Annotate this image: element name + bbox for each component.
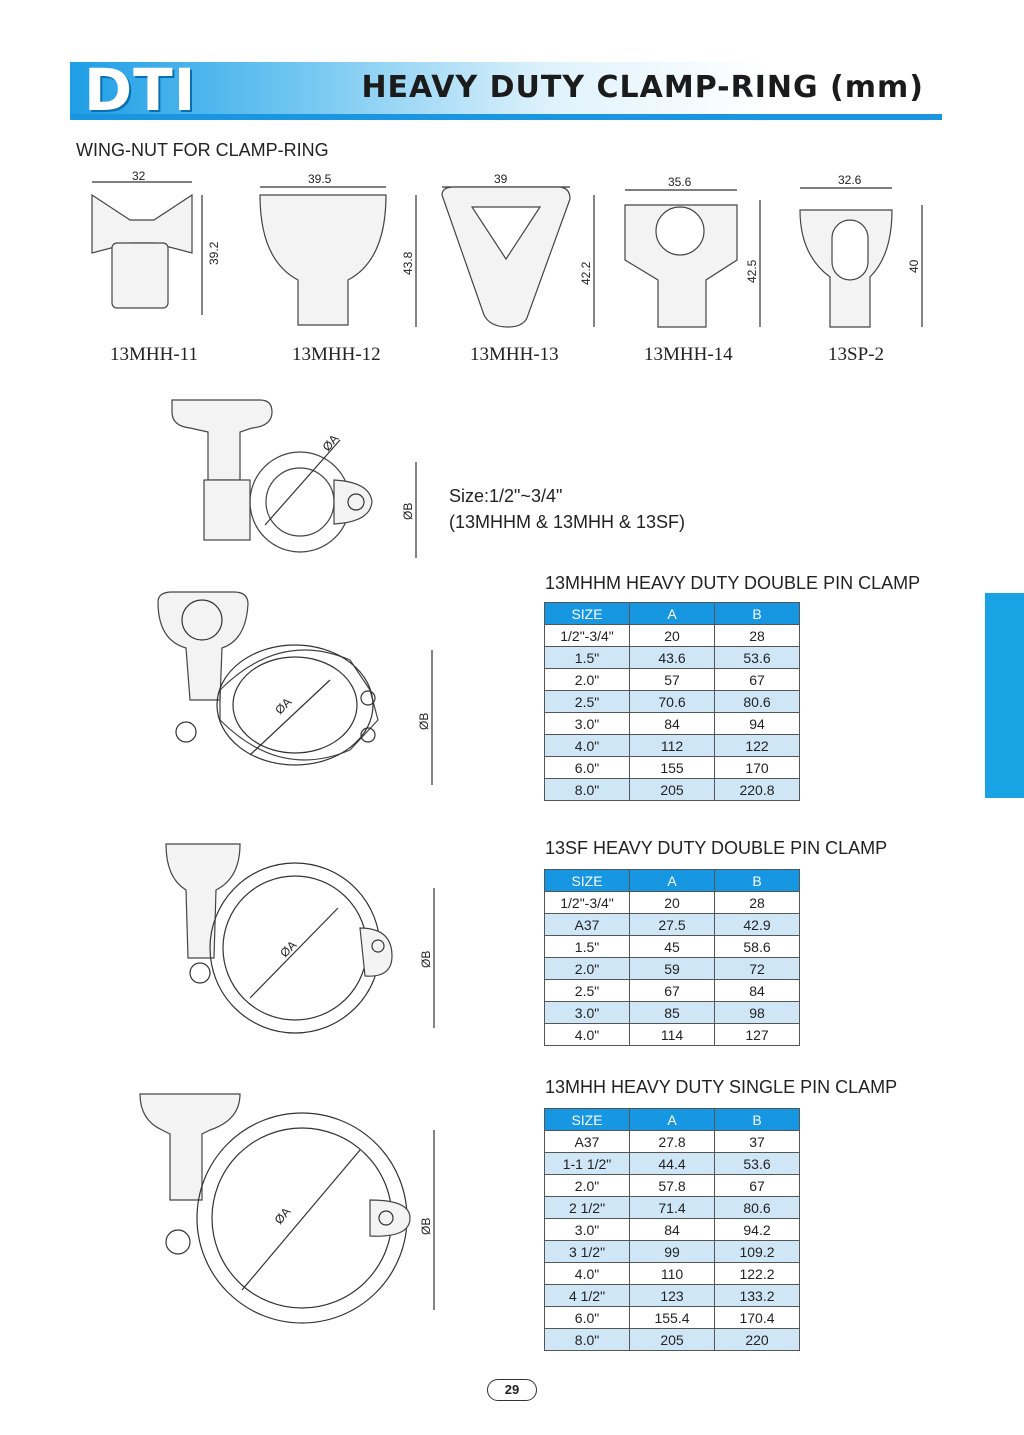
table-cell: 1-1 1/2"	[545, 1153, 630, 1175]
table-cell: 57.8	[630, 1175, 715, 1197]
column-header: SIZE	[545, 603, 630, 625]
table-cell: 205	[630, 1329, 715, 1351]
table-cell: 155	[630, 757, 715, 779]
double-pin-dia-a: ØA	[272, 694, 295, 718]
table-13mhhm	[544, 602, 800, 801]
table-row	[545, 1241, 800, 1263]
table-cell: 3 1/2"	[545, 1241, 630, 1263]
table-cell: 1.5"	[545, 936, 630, 958]
table-cell: 4.0"	[545, 1263, 630, 1285]
table-cell: 42.9	[715, 914, 800, 936]
page-number: 29	[487, 1379, 537, 1401]
wingnut-4-width: 35.6	[668, 175, 692, 189]
wingnut-drawings	[70, 165, 950, 345]
wingnut-13mhh-12-drawing	[260, 172, 416, 327]
table-cell: 3.0"	[545, 1219, 630, 1241]
column-header: B	[715, 1109, 800, 1131]
side-tab-marker	[985, 593, 1024, 798]
table-cell: 71.4	[630, 1197, 715, 1219]
table-cell: 80.6	[715, 1197, 800, 1219]
table-cell: 2.0"	[545, 958, 630, 980]
table-cell: 58.6	[715, 936, 800, 958]
single-pin-dia-b: ØB	[419, 1217, 433, 1235]
table-cell: 67	[715, 669, 800, 691]
table-cell: 1/2"-3/4"	[545, 892, 630, 914]
double-pin-clamp-drawing	[150, 590, 440, 810]
table-row	[545, 1263, 800, 1285]
table-cell: 99	[630, 1241, 715, 1263]
wingnut-2-width: 39.5	[308, 172, 332, 186]
table-cell: A37	[545, 914, 630, 936]
table-cell: 28	[715, 892, 800, 914]
table-cell: 170	[715, 757, 800, 779]
wingnut-4-height: 42.5	[745, 259, 759, 283]
table-cell: 53.6	[715, 647, 800, 669]
table-cell: 84	[715, 980, 800, 1002]
table-cell: 127	[715, 1024, 800, 1046]
table-cell: 28	[715, 625, 800, 647]
table-cell: 45	[630, 936, 715, 958]
table-cell: 72	[715, 958, 800, 980]
wingnut-13sp-2-drawing	[800, 173, 922, 327]
table-cell: 110	[630, 1263, 715, 1285]
table-row	[545, 1002, 800, 1024]
wingnut-code-2: 13MHH-12	[292, 344, 381, 365]
table-cell: 8.0"	[545, 779, 630, 801]
wingnut-1-height: 39.2	[207, 241, 221, 265]
size-note-line1: Size:1/2"~3/4"	[449, 486, 563, 506]
wingnut-5-height: 40	[907, 259, 921, 273]
table-cell: 2.5"	[545, 691, 630, 713]
brand-logo: DTI	[84, 56, 197, 124]
single-pin-dia-a: ØA	[271, 1204, 294, 1227]
table-cell: 37	[715, 1131, 800, 1153]
table-cell: 6.0"	[545, 757, 630, 779]
column-header: SIZE	[545, 870, 630, 892]
table-13sf	[544, 869, 800, 1046]
table-cell: 2 1/2"	[545, 1197, 630, 1219]
table-row	[545, 1153, 800, 1175]
table-cell: 220	[715, 1329, 800, 1351]
table-row	[545, 1219, 800, 1241]
table-cell: 84	[630, 713, 715, 735]
table-cell: 44.4	[630, 1153, 715, 1175]
table-cell: 85	[630, 1002, 715, 1024]
wingnut-1-width: 32	[132, 169, 146, 183]
table-cell: 53.6	[715, 1153, 800, 1175]
table-cell: 6.0"	[545, 1307, 630, 1329]
size-note-line2: (13MHHM & 13MHH & 13SF)	[449, 512, 686, 532]
wingnut-code-1: 13MHH-11	[110, 344, 198, 365]
small-clamp-dia-a: ØA	[319, 431, 342, 454]
table-cell: 1.5"	[545, 647, 630, 669]
table-row	[545, 1197, 800, 1219]
table-row	[545, 735, 800, 757]
table-13mhh-title: 13MHH HEAVY DUTY SINGLE PIN CLAMP	[545, 1077, 898, 1097]
wingnut-section-title: WING-NUT FOR CLAMP-RING	[76, 140, 329, 160]
table-cell: 94.2	[715, 1219, 800, 1241]
table-cell: 3.0"	[545, 713, 630, 735]
table-row	[545, 1175, 800, 1197]
size-note	[449, 483, 685, 535]
table-cell: 2.0"	[545, 669, 630, 691]
table-cell: 122	[715, 735, 800, 757]
single-pin-clamp-drawing	[130, 1090, 450, 1330]
column-header: B	[715, 870, 800, 892]
table-cell: 2.0"	[545, 1175, 630, 1197]
table-cell: 170.4	[715, 1307, 800, 1329]
table-cell: 122.2	[715, 1263, 800, 1285]
wingnut-2-height: 43.8	[401, 251, 415, 275]
table-cell: 123	[630, 1285, 715, 1307]
table-row	[545, 958, 800, 980]
table-row	[545, 625, 800, 647]
table-row	[545, 914, 800, 936]
table-cell: 70.6	[630, 691, 715, 713]
table-cell: 43.6	[630, 647, 715, 669]
table-cell: 67	[715, 1175, 800, 1197]
table-row	[545, 669, 800, 691]
table-cell: 4.0"	[545, 735, 630, 757]
table-cell: 4 1/2"	[545, 1285, 630, 1307]
table-cell: 98	[715, 1002, 800, 1024]
table-row	[545, 936, 800, 958]
table-cell: 220.8	[715, 779, 800, 801]
wingnut-code-3: 13MHH-13	[470, 344, 559, 365]
table-13sf-title: 13SF HEAVY DUTY DOUBLE PIN CLAMP	[545, 838, 888, 858]
13sf-dia-a: ØA	[277, 937, 300, 961]
table-row	[545, 691, 800, 713]
table-cell: 8.0"	[545, 1329, 630, 1351]
table-cell: 94	[715, 713, 800, 735]
page-title: HEAVY DUTY CLAMP-RING (mm)	[361, 70, 924, 105]
table-cell: 27.8	[630, 1131, 715, 1153]
wingnut-13mhh-14-drawing	[625, 175, 760, 327]
table-cell: 20	[630, 892, 715, 914]
table-header-row	[545, 1109, 800, 1131]
table-cell: 112	[630, 735, 715, 757]
table-13mhh	[544, 1108, 800, 1351]
table-row	[545, 757, 800, 779]
13sf-dia-b: ØB	[419, 950, 433, 968]
table-cell: 133.2	[715, 1285, 800, 1307]
column-header: A	[630, 1109, 715, 1131]
small-clamp-drawing	[160, 390, 440, 570]
table-cell: 114	[630, 1024, 715, 1046]
table-cell: 59	[630, 958, 715, 980]
wingnut-3-width: 39	[494, 172, 508, 186]
table-cell: A37	[545, 1131, 630, 1153]
wingnut-code-4: 13MHH-14	[644, 344, 733, 365]
table-cell: 155.4	[630, 1307, 715, 1329]
table-cell: 84	[630, 1219, 715, 1241]
wingnut-13mhh-11-drawing	[92, 169, 221, 315]
table-row	[545, 1131, 800, 1153]
table-row	[545, 1329, 800, 1351]
table-cell: 67	[630, 980, 715, 1002]
table-row	[545, 892, 800, 914]
table-header-row	[545, 870, 800, 892]
table-row	[545, 647, 800, 669]
table-row	[545, 1024, 800, 1046]
column-header: A	[630, 870, 715, 892]
table-row	[545, 980, 800, 1002]
column-header: SIZE	[545, 1109, 630, 1131]
table-row	[545, 1285, 800, 1307]
table-13mhhm-title: 13MHHM HEAVY DUTY DOUBLE PIN CLAMP	[545, 573, 921, 593]
table-header-row	[545, 603, 800, 625]
table-cell: 20	[630, 625, 715, 647]
table-row	[545, 713, 800, 735]
table-cell: 3.0"	[545, 1002, 630, 1024]
table-cell: 2.5"	[545, 980, 630, 1002]
table-row	[545, 779, 800, 801]
13sf-clamp-drawing	[160, 838, 450, 1048]
wingnut-code-5: 13SP-2	[828, 344, 884, 365]
column-header: A	[630, 603, 715, 625]
small-clamp-dia-b: ØB	[401, 502, 415, 520]
header-rule	[70, 114, 942, 120]
table-cell: 4.0"	[545, 1024, 630, 1046]
wingnut-13mhh-13-drawing	[442, 172, 594, 327]
wingnut-5-width: 32.6	[838, 173, 862, 187]
double-pin-dia-b: ØB	[417, 712, 431, 730]
wingnut-3-height: 42.2	[579, 261, 593, 285]
table-cell: 80.6	[715, 691, 800, 713]
table-cell: 109.2	[715, 1241, 800, 1263]
column-header: B	[715, 603, 800, 625]
table-cell: 57	[630, 669, 715, 691]
table-row	[545, 1307, 800, 1329]
table-cell: 27.5	[630, 914, 715, 936]
table-cell: 205	[630, 779, 715, 801]
table-cell: 1/2"-3/4"	[545, 625, 630, 647]
